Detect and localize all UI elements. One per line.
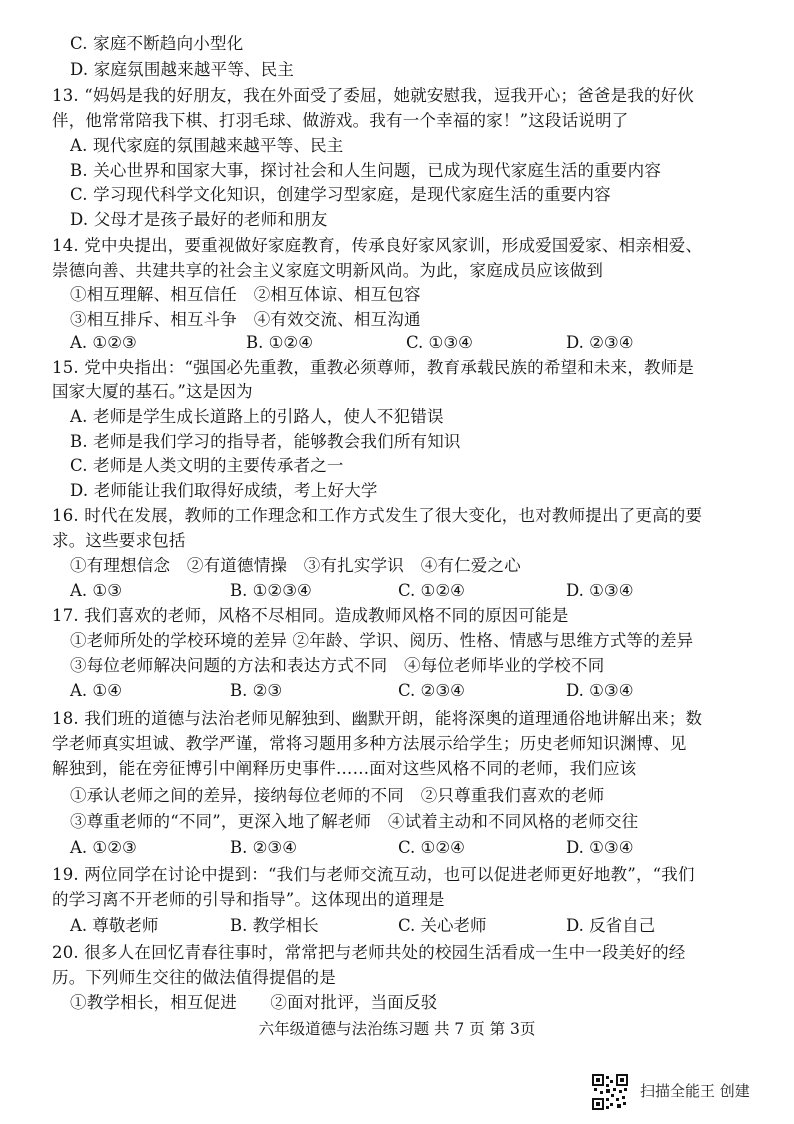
q20-items-1: ①教学相长，相互促进 ②面对批评，当面反驳 — [70, 993, 438, 1012]
page-footer: 六年级道德与法治练习题 共 7 页 第 3页 — [258, 1020, 536, 1038]
q19-stem-line-2: 的学习离不开老师的引导和指导”。这体现出的道理是 — [52, 890, 445, 909]
q15-option-a: A. 老师是学生成长道路上的引路人，使人不犯错误 — [70, 407, 444, 426]
q18-option-b: B. ②③④ — [230, 838, 297, 857]
scanner-watermark: 扫描全能王 创建 — [640, 1082, 750, 1100]
q18-options — [70, 837, 770, 859]
q17-items-2: ③每位老师解决问题的方法和表达方式不同 ④每位老师毕业的学校不同 — [70, 656, 605, 675]
q17-option-b: B. ②③ — [230, 681, 283, 700]
q18-stem-line-3: 解独到，能在旁征博引中阐释历史事件……面对这些风格不同的老师，我们应该 — [52, 759, 637, 778]
q16-option-d: D. ①③④ — [566, 581, 634, 600]
q17-option-a: A. ①④ — [70, 681, 122, 700]
q17-option-c: C. ②③④ — [398, 681, 465, 700]
q16-stem-line-2: 求。这些要求包括 — [52, 531, 186, 550]
q18-items-2: ③尊重老师的“不同”，更深入地了解老师 ④试着主动和不同风格的老师交往 — [70, 812, 639, 831]
qr-code-icon — [592, 1074, 628, 1110]
q16-option-b: B. ①②③④ — [230, 581, 312, 600]
q14-option-d: D. ②③④ — [566, 333, 634, 352]
q14-stem-line-1: 14. 党中央提出，要重视做好家庭教育，传承良好家风家训，形成爱国爱家、相亲相爱、 — [52, 236, 703, 255]
q14-option-b: B. ①②④ — [246, 333, 313, 352]
q15-option-c: C. 老师是人类文明的主要传承者之一 — [70, 456, 344, 475]
q16-option-a: A. ①③ — [70, 581, 122, 600]
q16-option-c: C. ①②④ — [398, 581, 465, 600]
q15-stem-line-1: 15. 党中央指出：“强国必先重教，重教必须尊师，教育承载民族的希望和未来，教师是 — [52, 358, 695, 377]
q14-items-1: ①相互理解、相互信任 ②相互体谅、相互包容 — [70, 285, 421, 304]
q19-option-d: D. 反省自己 — [566, 916, 656, 935]
q13-option-a: A. 现代家庭的氛围越来越平等、民主 — [70, 136, 344, 155]
q17-items-1: ①老师所处的学校环境的差异 ②年龄、学识、阅历、性格、情感与思维方式等的差异 — [70, 631, 694, 650]
q16-options — [70, 580, 770, 602]
q13-option-d: D. 父母才是孩子最好的老师和朋友 — [70, 210, 328, 229]
q13-option-c: C. 学习现代科学文化知识，创建学习型家庭，是现代家庭生活的重要内容 — [70, 185, 611, 204]
q17-stem: 17. 我们喜欢的老师，风格不尽相同。造成教师风格不同的原因可能是 — [52, 606, 569, 625]
q17-option-d: D. ①③④ — [566, 681, 634, 700]
q16-items: ①有理想信念 ②有道德情操 ③有扎实学识 ④有仁爱之心 — [70, 556, 521, 575]
q15-option-b: B. 老师是我们学习的指导者，能够教会我们所有知识 — [70, 432, 461, 451]
q14-option-c: C. ①③④ — [406, 333, 473, 352]
q20-stem-line-1: 20. 很多人在回忆青春往事时，常常把与老师共处的校园生活看成一生中一段美好的经 — [52, 943, 686, 962]
q14-stem-line-2: 崇德向善、共建共享的社会主义家庭文明新风尚。为此，家庭成员应该做到 — [52, 261, 604, 280]
q18-option-a: A. ①②③ — [70, 838, 137, 857]
q18-option-c: C. ①②④ — [398, 838, 465, 857]
q13-stem-line-2: 伴，他常常陪我下棋、打羽毛球、做游戏。我有一个幸福的家！”这段话说明了 — [52, 111, 629, 130]
q18-option-d: D. ①③④ — [566, 838, 634, 857]
q13-option-b: B. 关心世界和国家大事，探讨社会和人生问题，已成为现代家庭生活的重要内容 — [70, 161, 662, 180]
q15-stem-line-2: 国家大厦的基石。”这是因为 — [52, 382, 253, 401]
q14-items-2: ③相互排斥、相互斗争 ④有效交流、相互沟通 — [70, 310, 421, 329]
q14-options — [70, 332, 770, 354]
q20-stem-line-2: 历。下列师生交往的做法值得提倡的是 — [52, 968, 336, 987]
q15-option-d: D. 老师能让我们取得好成绩，考上好大学 — [70, 481, 378, 500]
q13-stem-line-1: 13. “妈妈是我的好朋友，我在外面受了委屈，她就安慰我，逗我开心；爸爸是我的好伙 — [52, 86, 695, 105]
q19-options — [70, 915, 770, 937]
q19-option-b: B. 教学相长 — [230, 916, 319, 935]
q19-option-c: C. 关心老师 — [398, 916, 487, 935]
q12-option-d: D. 家庭氛围越来越平等、民主 — [70, 60, 295, 79]
q16-stem-line-1: 16. 时代在发展，教师的工作理念和工作方式发生了很大变化，也对教师提出了更高的要 — [52, 506, 703, 525]
q17-options — [70, 680, 770, 702]
q18-items-1: ①承认老师之间的差异，接纳每位老师的不同 ②只尊重我们喜欢的老师 — [70, 786, 605, 805]
q18-stem-line-1: 18. 我们班的道德与法治老师见解独到、幽默开朗，能将深奥的道理通俗地讲解出来；数 — [52, 709, 703, 728]
q14-option-a: A. ①②③ — [70, 333, 137, 352]
q12-option-c: C. 家庭不断趋向小型化 — [70, 34, 244, 53]
q19-stem-line-1: 19. 两位同学在讨论中提到：“我们与老师交流互动，也可以促进老师更好地教”，“我们 — [52, 865, 695, 884]
q18-stem-line-2: 学老师真实坦诚、教学严谨，常将习题用多种方法展示给学生；历史老师知识渊博、见 — [52, 734, 687, 753]
q19-option-a: A. 尊敬老师 — [70, 916, 159, 935]
